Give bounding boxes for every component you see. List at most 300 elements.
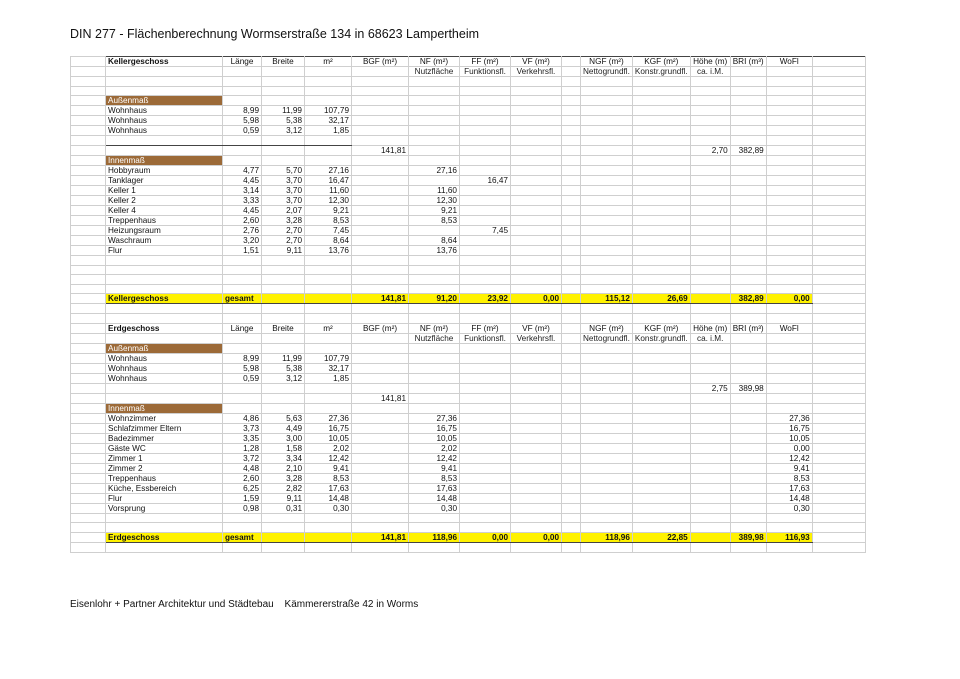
table-cell (562, 185, 581, 195)
table-cell (352, 195, 409, 205)
ff-cell (460, 235, 511, 245)
table-cell (352, 126, 409, 136)
table-cell (262, 136, 305, 146)
table-cell (223, 96, 262, 106)
table-cell (632, 175, 690, 185)
table-cell (106, 543, 223, 553)
table-cell (581, 136, 633, 146)
nf-cell (409, 175, 460, 185)
table-cell (690, 155, 730, 165)
table-cell (409, 106, 460, 116)
table-cell (106, 145, 223, 155)
table-cell (352, 255, 409, 265)
table-cell (262, 333, 305, 343)
table-cell (106, 255, 223, 265)
column-header: Länge (223, 57, 262, 67)
nf-cell: 12,42 (409, 453, 460, 463)
section-label: Außenmaß (106, 343, 223, 353)
table-cell (460, 314, 511, 324)
table-cell (632, 503, 690, 513)
table-cell (766, 383, 812, 393)
table-cell (581, 343, 633, 353)
table-row (71, 373, 866, 383)
ff-cell (460, 443, 511, 453)
table-cell (812, 77, 865, 87)
column-header: Breite (262, 323, 305, 333)
table-cell (511, 136, 562, 146)
table-cell (730, 255, 766, 265)
wofl-cell: 10,05 (766, 433, 812, 443)
table-cell (730, 175, 766, 185)
total-bri: 382,89 (730, 294, 766, 304)
table-cell (766, 67, 812, 77)
table-cell (106, 523, 223, 533)
table-cell (690, 255, 730, 265)
height-value: 2,75 (690, 383, 730, 393)
table-cell (562, 155, 581, 165)
width-cell: 2,82 (262, 483, 305, 493)
table-cell (690, 493, 730, 503)
table-cell (305, 403, 352, 413)
table-cell (766, 393, 812, 403)
area-cell: 1,85 (305, 373, 352, 383)
table-cell (730, 165, 766, 175)
table-cell (262, 86, 305, 96)
table-cell (690, 294, 730, 304)
table-cell (352, 67, 409, 77)
wofl-cell (766, 185, 812, 195)
table-cell (766, 77, 812, 87)
table-cell (223, 265, 262, 275)
table-cell (766, 403, 812, 413)
table-cell (223, 333, 262, 343)
table-cell (766, 116, 812, 126)
table-cell (223, 304, 262, 314)
length-cell: 3,35 (223, 433, 262, 443)
bri-value: 389,98 (730, 383, 766, 393)
table-cell (262, 523, 305, 533)
table-cell (581, 155, 633, 165)
length-cell: 3,33 (223, 195, 262, 205)
table-cell (511, 314, 562, 324)
table-cell (511, 185, 562, 195)
bgf-row (71, 145, 866, 155)
total-label: gesamt (223, 533, 262, 543)
table-cell (632, 145, 690, 155)
room-name: Flur (106, 245, 223, 255)
area-cell: 8,64 (305, 235, 352, 245)
table-cell (730, 265, 766, 275)
table-cell (352, 383, 409, 393)
table-cell (581, 523, 633, 533)
table-cell (352, 86, 409, 96)
ff-cell (460, 503, 511, 513)
table-cell (262, 265, 305, 275)
table-cell (730, 67, 766, 77)
column-header: Höhe (m) (690, 57, 730, 67)
room-name: Vorsprung (106, 503, 223, 513)
ff-cell (460, 433, 511, 443)
table-cell (71, 145, 106, 155)
table-cell (71, 96, 106, 106)
room-name: Tanklager (106, 175, 223, 185)
table-cell (460, 403, 511, 413)
table-cell (511, 245, 562, 255)
nf-cell: 8,53 (409, 215, 460, 225)
section-label: Außenmaß (106, 96, 223, 106)
nf-cell: 13,76 (409, 245, 460, 255)
length-cell: 3,20 (223, 235, 262, 245)
section-label-row (71, 403, 866, 413)
table-cell (262, 284, 305, 294)
table-cell (562, 314, 581, 324)
table-cell (511, 383, 562, 393)
table-row (71, 483, 866, 493)
column-header: FF (m²) (460, 323, 511, 333)
table-cell (581, 463, 633, 473)
table-cell (812, 523, 865, 533)
table-cell (812, 363, 865, 373)
table-cell (71, 413, 106, 423)
table-cell (511, 126, 562, 136)
table-cell (632, 304, 690, 314)
total-nf: 91,20 (409, 294, 460, 304)
table-cell (730, 235, 766, 245)
empty-row (71, 543, 866, 553)
table-cell (71, 175, 106, 185)
table-cell (106, 513, 223, 523)
section-label-row (71, 343, 866, 353)
table-row (71, 205, 866, 215)
table-cell (766, 96, 812, 106)
total-ngf: 118,96 (581, 533, 633, 543)
table-cell (409, 145, 460, 155)
table-cell (690, 523, 730, 533)
table-cell (812, 116, 865, 126)
room-name: Keller 2 (106, 195, 223, 205)
table-cell (352, 473, 409, 483)
table-cell (632, 463, 690, 473)
table-row (71, 215, 866, 225)
table-cell (352, 284, 409, 294)
table-cell (71, 503, 106, 513)
table-cell (71, 333, 106, 343)
table-cell (460, 373, 511, 383)
table-cell (690, 533, 730, 543)
table-cell (562, 543, 581, 553)
area-cell: 27,36 (305, 413, 352, 423)
table-cell (106, 67, 223, 77)
table-cell (511, 523, 562, 533)
table-cell (223, 523, 262, 533)
area-cell: 11,60 (305, 185, 352, 195)
width-cell: 9,11 (262, 245, 305, 255)
table-cell (562, 413, 581, 423)
table-cell (812, 145, 865, 155)
table-cell (305, 145, 352, 155)
table-cell (262, 275, 305, 285)
table-cell (581, 543, 633, 553)
table-cell (511, 463, 562, 473)
table-cell (71, 294, 106, 304)
column-header: VF (m²) (511, 323, 562, 333)
table-cell (812, 323, 865, 333)
length-cell: 1,59 (223, 493, 262, 503)
table-cell (71, 433, 106, 443)
table-cell (262, 533, 305, 543)
room-name: Waschraum (106, 235, 223, 245)
table-cell (581, 165, 633, 175)
table-cell (460, 275, 511, 285)
table-cell (632, 383, 690, 393)
total-ff: 0,00 (460, 533, 511, 543)
table-cell (223, 86, 262, 96)
table-cell (812, 543, 865, 553)
table-cell (352, 443, 409, 453)
wofl-cell (766, 245, 812, 255)
table-cell (511, 225, 562, 235)
width-cell: 3,70 (262, 195, 305, 205)
table-cell (460, 523, 511, 533)
wofl-cell (766, 195, 812, 205)
table-cell (812, 57, 865, 67)
area-cell: 2,02 (305, 443, 352, 453)
table-cell (71, 453, 106, 463)
width-cell: 9,11 (262, 493, 305, 503)
table-cell (766, 333, 812, 343)
table-cell (511, 77, 562, 87)
room-name: Zimmer 1 (106, 453, 223, 463)
table-cell (581, 255, 633, 265)
table-cell (262, 77, 305, 87)
table-cell (730, 314, 766, 324)
ff-cell (460, 453, 511, 463)
table-cell (262, 96, 305, 106)
table-cell (766, 255, 812, 265)
area-cell: 16,47 (305, 175, 352, 185)
table-cell (812, 483, 865, 493)
table-row (71, 116, 866, 126)
table-cell (71, 235, 106, 245)
table-cell (730, 245, 766, 255)
table-row (71, 503, 866, 513)
table-cell (581, 265, 633, 275)
table-cell (562, 275, 581, 285)
table-cell (352, 333, 409, 343)
table-cell (812, 383, 865, 393)
table-cell (632, 77, 690, 87)
nf-cell: 12,30 (409, 195, 460, 205)
ff-cell (460, 413, 511, 423)
table-cell (562, 136, 581, 146)
table-cell (460, 353, 511, 363)
table-cell (730, 195, 766, 205)
room-name: Schlafzimmer Eltern (106, 423, 223, 433)
empty-row (71, 77, 866, 87)
table-cell (562, 343, 581, 353)
table-cell (562, 205, 581, 215)
room-name: Wohnzimmer (106, 413, 223, 423)
footer (70, 599, 418, 610)
table-cell (305, 333, 352, 343)
table-cell (812, 235, 865, 245)
table-cell (460, 284, 511, 294)
room-name: Wohnhaus (106, 106, 223, 116)
table-cell (352, 373, 409, 383)
table-cell (409, 77, 460, 87)
nf-cell: 0,30 (409, 503, 460, 513)
table-cell (632, 314, 690, 324)
table-cell (352, 215, 409, 225)
table-cell (562, 393, 581, 403)
wofl-cell (766, 235, 812, 245)
table-cell (690, 205, 730, 215)
table-cell (511, 493, 562, 503)
column-subheader: Nettogrundfl. (581, 67, 633, 77)
table-cell (106, 275, 223, 285)
total-row (71, 533, 866, 543)
table-cell (409, 363, 460, 373)
table-cell (562, 373, 581, 383)
table-cell (262, 255, 305, 265)
area-cell: 8,53 (305, 473, 352, 483)
wofl-cell (766, 165, 812, 175)
table-cell (511, 96, 562, 106)
total-floor-name: Erdgeschoss (106, 533, 223, 543)
table-cell (223, 513, 262, 523)
section-header-row (71, 57, 866, 67)
table-cell (511, 353, 562, 363)
table-cell (71, 275, 106, 285)
table-row (71, 443, 866, 453)
table-cell (632, 423, 690, 433)
total-wofl: 0,00 (766, 294, 812, 304)
table-cell (562, 255, 581, 265)
subheader-row (71, 67, 866, 77)
table-cell (766, 284, 812, 294)
table-cell (632, 126, 690, 136)
table-cell (632, 543, 690, 553)
room-name: Flur (106, 493, 223, 503)
table-cell (223, 284, 262, 294)
column-header: Breite (262, 57, 305, 67)
table-cell (511, 116, 562, 126)
table-cell (305, 523, 352, 533)
total-bgf: 141,81 (352, 533, 409, 543)
table-cell (730, 225, 766, 235)
table-row (71, 433, 866, 443)
table-cell (632, 136, 690, 146)
section-label: Innenmaß (106, 403, 223, 413)
nf-cell: 27,16 (409, 165, 460, 175)
table-cell (632, 215, 690, 225)
ff-cell: 7,45 (460, 225, 511, 235)
wofl-cell (766, 215, 812, 225)
width-cell: 3,28 (262, 473, 305, 483)
table-cell (766, 363, 812, 373)
area-cell: 9,21 (305, 205, 352, 215)
table-cell (511, 86, 562, 96)
column-header: FF (m²) (460, 57, 511, 67)
table-cell (766, 304, 812, 314)
table-cell (632, 353, 690, 363)
table-cell (730, 96, 766, 106)
table-cell (812, 245, 865, 255)
table-cell (812, 294, 865, 304)
empty-row (71, 284, 866, 294)
table-cell (812, 195, 865, 205)
table-cell (562, 433, 581, 443)
table-cell (632, 433, 690, 443)
table-cell (71, 363, 106, 373)
table-cell (581, 373, 633, 383)
column-subheader: Verkehrsfl. (511, 67, 562, 77)
table-cell (812, 314, 865, 324)
table-cell (730, 413, 766, 423)
empty-row (71, 265, 866, 275)
table-cell (562, 383, 581, 393)
table-cell (632, 523, 690, 533)
wofl-cell: 12,42 (766, 453, 812, 463)
table-row (71, 126, 866, 136)
table-cell (223, 543, 262, 553)
area-cell: 32,17 (305, 363, 352, 373)
table-cell (511, 165, 562, 175)
table-cell (511, 235, 562, 245)
ff-cell (460, 215, 511, 225)
table-cell (766, 126, 812, 136)
floor-title: Kellergeschoss (106, 57, 223, 67)
footer-address: Kämmererstraße 42 in Worms (284, 599, 419, 610)
table-cell (71, 106, 106, 116)
table-cell (730, 106, 766, 116)
table-cell (460, 86, 511, 96)
table-cell (766, 523, 812, 533)
table-cell (562, 215, 581, 225)
width-cell: 3,12 (262, 126, 305, 136)
table-cell (352, 483, 409, 493)
table-cell (812, 493, 865, 503)
table-cell (352, 503, 409, 513)
table-cell (562, 67, 581, 77)
table-cell (690, 215, 730, 225)
table-cell (812, 343, 865, 353)
area-cell: 32,17 (305, 116, 352, 126)
table-cell (690, 433, 730, 443)
length-cell: 4,45 (223, 175, 262, 185)
table-cell (562, 106, 581, 116)
table-cell (262, 294, 305, 304)
table-cell (409, 116, 460, 126)
table-cell (409, 343, 460, 353)
table-cell (632, 86, 690, 96)
nf-cell: 11,60 (409, 185, 460, 195)
height-value: 2,70 (690, 145, 730, 155)
table-cell (352, 265, 409, 275)
table-cell (460, 343, 511, 353)
length-cell: 4,77 (223, 165, 262, 175)
length-cell: 2,76 (223, 225, 262, 235)
table-cell (352, 413, 409, 423)
ff-cell (460, 195, 511, 205)
table-cell (352, 165, 409, 175)
nf-cell (409, 225, 460, 235)
table-cell (730, 453, 766, 463)
table-cell (409, 353, 460, 363)
table-cell (690, 353, 730, 363)
wofl-cell: 0,00 (766, 443, 812, 453)
table-cell (562, 333, 581, 343)
